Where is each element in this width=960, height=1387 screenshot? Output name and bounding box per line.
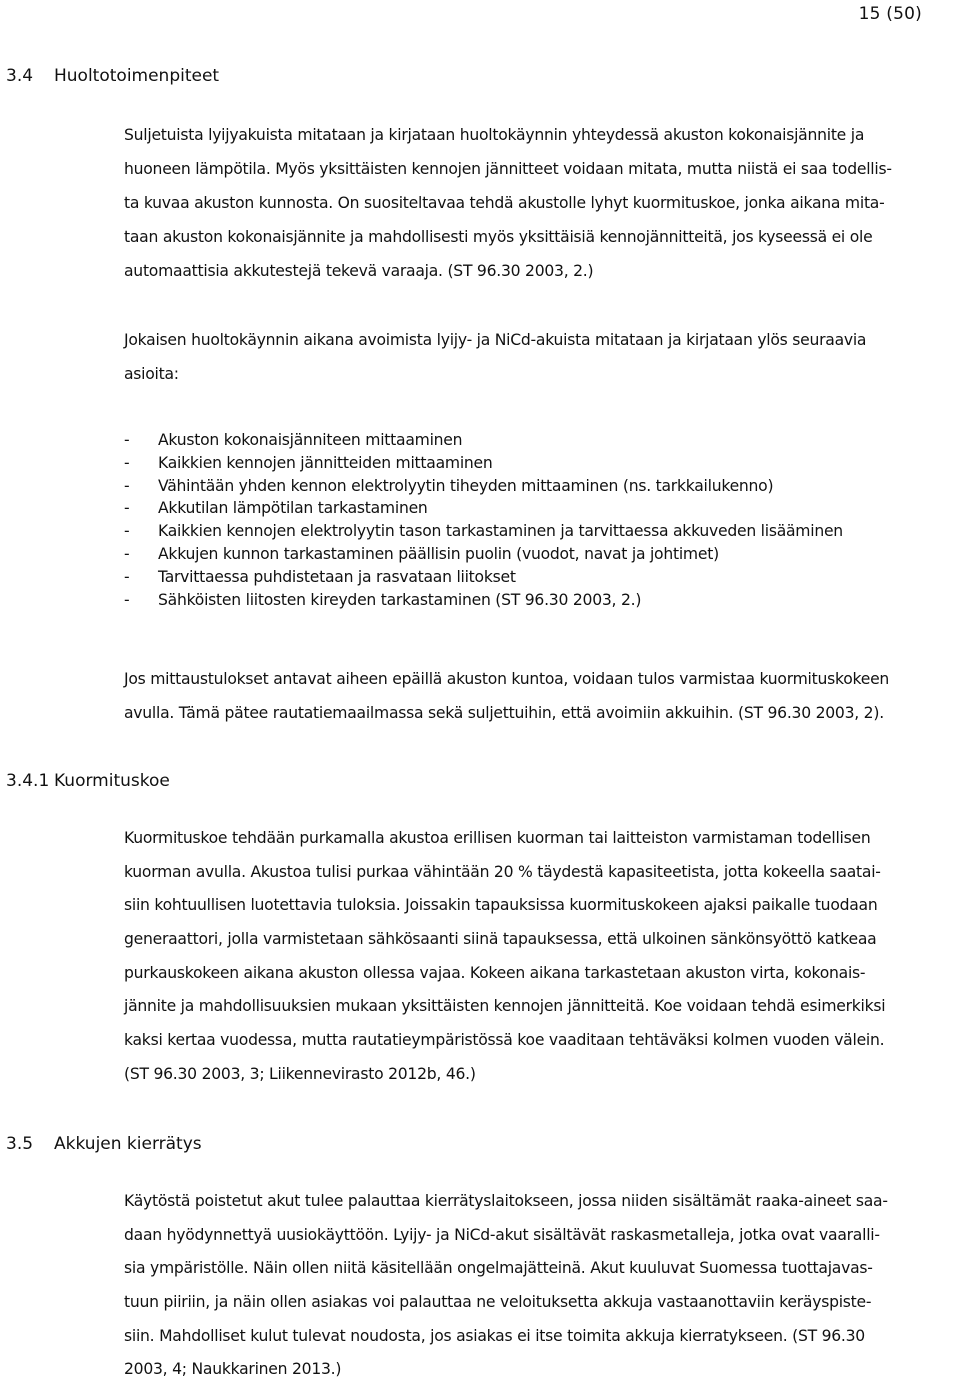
list-marker: -	[124, 431, 130, 449]
paragraph-maintenance-checklist-intro	[124, 323, 960, 391]
list-marker: -	[124, 567, 130, 586]
list-marker: -	[124, 453, 130, 472]
list-marker: -	[124, 499, 130, 518]
list-marker: -	[124, 544, 130, 563]
text-line: Suljetuista lyijyakuista mitataan ja kirjataan huoltokäynnin yhteydessä akuston kokonaisjännite ja	[124, 126, 865, 144]
list-item	[124, 497, 960, 520]
text-line: Jos mittaustulokset antavat aiheen epäillä akuston kuntoa, voidaan tulos varmistaa kuormituskokeen	[124, 670, 890, 688]
text-line: sia ympäristölle. Näin ollen niitä käsitellään ongelmajätteinä. Akut kuuluvat Suomessa tuottajavas-	[124, 1259, 873, 1278]
text-line: asioita:	[124, 365, 179, 383]
section-number: 3.4	[6, 66, 34, 86]
list-item	[124, 452, 960, 475]
text-line: kaksi kertaa vuodessa, mutta rautatieympäristössä koe vaaditaan tehtäväksi kolmen vuoden välein.	[124, 1031, 885, 1050]
text-line: Käytöstä poistetut akut tulee palauttaa kierrätyslaitokseen, jossa niiden sisältämät raaka-aineet saa-	[124, 1192, 888, 1210]
list-item-text: Vähintään yhden kennon elektrolyytin tiheyden mittaaminen (ns. tarkkailukenno)	[158, 476, 774, 495]
text-line: avulla. Tämä pätee rautatiemaailmassa sekä suljettuihin, että avoimiin akkuihin. (ST 96.30 2003, 2).	[124, 704, 884, 722]
text-line: daan hyödynnettyä uusiokäyttöön. Lyijy- ja NiCd-akut sisältävät raskasmetalleja, jotka ovat vaaralli-	[124, 1225, 880, 1244]
text-line: Kuormituskoe tehdään purkamalla akustoa erillisen kuorman tai laitteiston varmistaman todellisen	[124, 829, 871, 847]
text-line: ta kuvaa akuston kunnosta. On suositeltavaa tehdä akustolle lyhyt kuormituskoe, jonka aikana mita-	[124, 194, 885, 212]
text-line: jännite ja mahdollisuuksien mukaan yksittäisten kennojen jännitteitä. Koe voidaan tehdä esimerkiksi	[124, 997, 886, 1016]
list-item-text: Sähköisten liitosten kireyden tarkastaminen (ST 96.30 2003, 2.)	[158, 590, 642, 609]
text-line: huoneen lämpötila. Myös yksittäisten kennojen jännitteet voidaan mitata, mutta niistä ei saa todellis-	[124, 160, 892, 178]
section-number: 3.4.1	[6, 771, 50, 791]
text-line: siin. Mahdolliset kulut tulevat noudosta, jos asiakas ei itse toimita akkuja kierratykseen. (ST 96.30	[124, 1326, 865, 1345]
text-line: 2003, 4; Naukkarinen 2013.)	[124, 1360, 342, 1379]
text-line: kuorman avulla. Akustoa tulisi purkaa vähintään 20 % täydestä kapasiteetista, jotta kokeella saatai-	[124, 862, 881, 881]
section-heading-3-5	[6, 1134, 202, 1154]
section-heading-3-4	[6, 66, 219, 86]
list-item	[124, 566, 960, 589]
section-title: Akkujen kierrätys	[54, 1134, 202, 1154]
section-title: Huoltotoimenpiteet	[54, 66, 220, 86]
text-line: generaattori, jolla varmistetaan sähkösaanti siinä tapauksessa, että ulkoinen sänkönsyöttö katkeaa	[124, 930, 877, 949]
text-line: tuun piiriin, ja näin ollen asiakas voi palauttaa ne veloituksetta akkuja vastaanottaviin keräyspiste-	[124, 1293, 872, 1312]
list-item-text: Akkutilan lämpötilan tarkastaminen	[158, 499, 428, 518]
page-number: 15 (50)	[858, 4, 922, 24]
list-item	[124, 520, 960, 543]
text-line: purkauskokeen aikana akuston ollessa vajaa. Kokeen aikana tarkastetaan akuston virta, kokonais-	[124, 963, 866, 982]
text-line: automaattisia akkutestejä tekevä varaaja. (ST 96.30 2003, 2.)	[124, 262, 594, 280]
text-line: siin kohtuullisen luotettavia tuloksia. Joissakin tapauksissa kuormituskokeen ajaksi paikalle tuodaan	[124, 896, 878, 915]
paragraph-load-test-verification	[124, 662, 960, 730]
section-heading-3-4-1	[6, 771, 170, 791]
text-line: taan akuston kokonaisjännite ja mahdollisesti myös yksittäisiä kennojännitteitä, jos kyseessä ei ole	[124, 228, 873, 246]
section-number: 3.5	[6, 1134, 34, 1154]
list-item-text: Akkujen kunnon tarkastaminen päällisin puolin (vuodot, navat ja johtimet)	[158, 544, 719, 563]
section-title: Kuormituskoe	[54, 771, 170, 791]
list-item-text: Akuston kokonaisjänniteen mittaaminen	[158, 431, 463, 449]
list-marker: -	[124, 590, 130, 609]
paragraph-maintenance-intro	[124, 118, 960, 288]
list-item	[124, 429, 960, 452]
list-item	[124, 475, 960, 498]
list-marker: -	[124, 522, 130, 541]
list-item	[124, 589, 960, 612]
list-item-text: Kaikkien kennojen jännitteiden mittaaminen	[158, 453, 493, 472]
list-marker: -	[124, 476, 130, 495]
text-line: (ST 96.30 2003, 3; Liikennevirasto 2012b, 46.)	[124, 1064, 476, 1083]
list-item-text: Tarvittaessa puhdistetaan ja rasvataan liitokset	[158, 567, 516, 586]
list-item-text: Kaikkien kennojen elektrolyytin tason tarkastaminen ja tarvittaessa akkuveden lisääminen	[158, 522, 843, 541]
text-line: Jokaisen huoltokäynnin aikana avoimista lyijy- ja NiCd-akuista mitataan ja kirjataan ylös seuraavia	[124, 331, 867, 349]
maintenance-checklist	[124, 429, 960, 611]
paragraph-battery-recycling	[124, 1185, 960, 1387]
list-item	[124, 543, 960, 566]
paragraph-load-test	[124, 822, 960, 1092]
